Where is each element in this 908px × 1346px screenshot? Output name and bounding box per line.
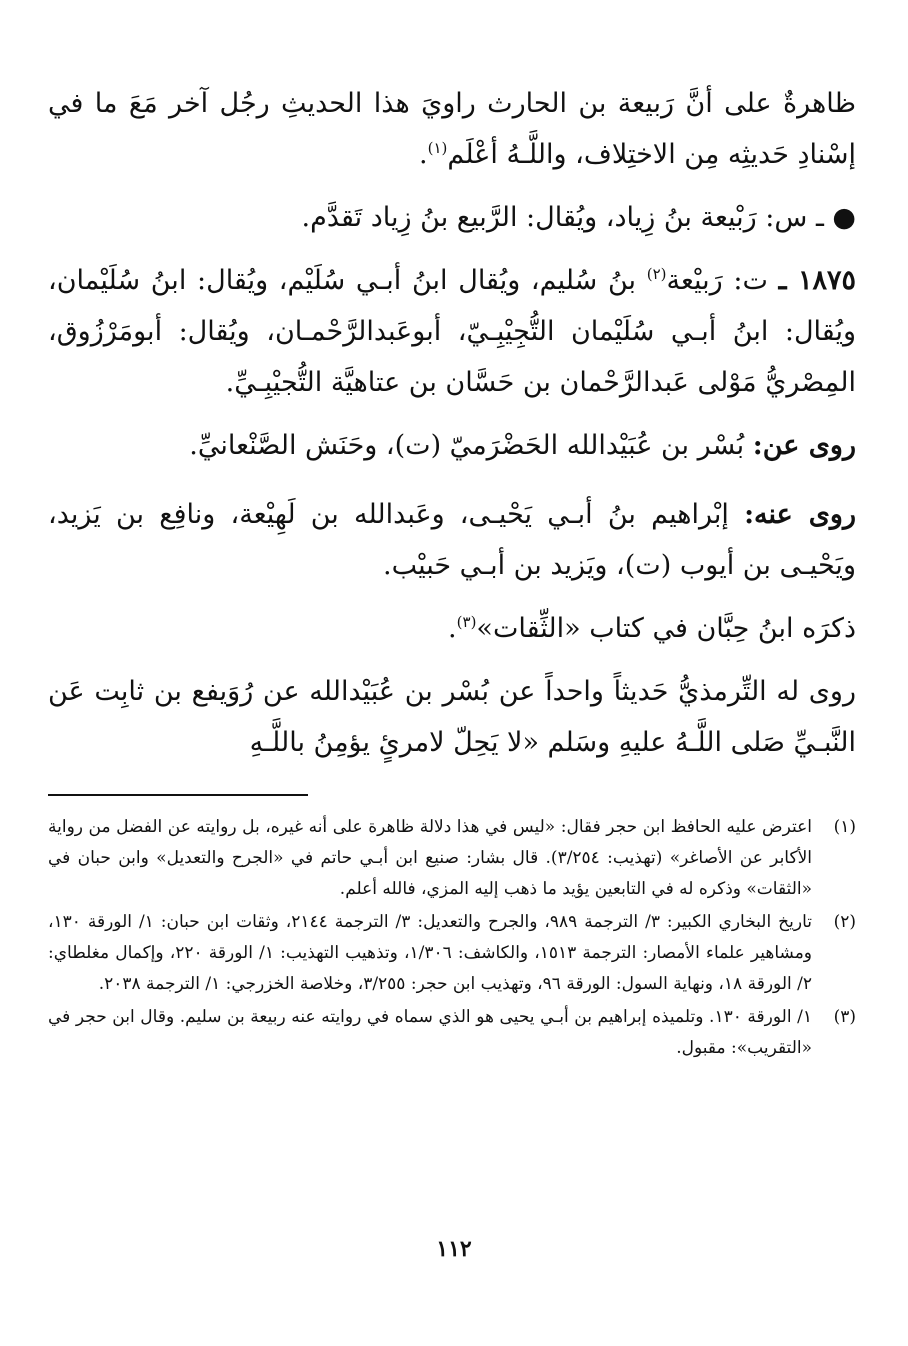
paragraph-cross-reference: ● ـ س: رَبْيعة بنُ زِياد، ويُقال: الرَّبيع بنُ زِياد تَقدَّم. — [301, 202, 856, 233]
entry-text: بنُ سُليم، ويُقال ابنُ أبـي سُلَيْم، ويُقال: ابنُ سُلَيْمان، ويُقال: ابنُ أبـي سُلَيْمان التُّجِيْبِـيّ، أبوعَبدالرَّحْمـان، ويُقال: أبومَرْزُوق، المِصْريُّ مَوْلى عَبدالرَّحْمان بن حَسَّان بن عتاهيَّة التُّجيْبِـيِّ. — [48, 265, 856, 398]
narrated-from-text: بُسْر بن عُبَيْدالله الحَضْرَميّ (ت)، وحَنَش الصَّنْعانيِّ. — [189, 430, 745, 461]
footnote-ref-2: (٢) — [646, 265, 667, 283]
footnote-number: (٢) — [833, 912, 856, 932]
narrated-from — [48, 420, 856, 471]
entry-prefix: ت: رَبيْعة — [666, 265, 768, 296]
narrated-by — [48, 489, 856, 591]
narration-paragraph: روى له التِّرمذيُّ حَديثاً واحداً عن بُسْر بن عُبَيْدالله عن رُوَيفع بن ثابِت عَن النَّبـيِّ صَلى اللَّـهُ عليهِ وسَلم «لا يَحِلّ لامرئٍ يؤمِنُ باللَّـهِ — [48, 676, 856, 758]
mention-text: ذكرَه ابنُ حِبَّان في كتاب «الثِّقات» — [476, 613, 856, 644]
footnote — [48, 1002, 856, 1064]
footnote — [48, 812, 856, 905]
paragraph-continuation: ظاهرةٌ على أنَّ رَبيعة بن الحارث راويَ هذا الحديثِ رجُل آخر مَعَ ما في إسْنادِ حَديثِه مِن الاختِلاف، واللَّـهُ أعْلَم$^{(١)}$. — [48, 88, 856, 170]
footnote-number: (١) — [833, 817, 856, 837]
page — [48, 78, 856, 1066]
footnotes — [48, 812, 856, 1064]
mention-paragraph: ذكرَه ابنُ حِبَّان في كتاب «الثِّقات»$^{(٣)}$. — [448, 613, 856, 644]
main-text — [48, 78, 856, 768]
footnote-text: ١/ الورقة ١٣٠. وتلميذه إبراهيم بن أبـي يحيى هو الذي سماه في روايته عنه ربيعة بن سليم. وقال ابن حجر في «التقريب»: مقبول. — [48, 1007, 813, 1058]
footnote-divider — [48, 794, 308, 796]
footnote-ref-3: (٣) — [456, 613, 477, 631]
narrated-from-label: روى عن: — [752, 430, 856, 461]
footnote — [48, 907, 856, 1000]
footnote-ref-1: (١) — [427, 139, 448, 157]
footnote-text: اعترض عليه الحافظ ابن حجر فقال: «ليس في هذا دلالة ظاهرة على أنه غيره، بل روايته عن الفضل من رواية الأكابر عن الأصاغر» (تهذيب: ٣/٢٥٤). قال بشار: صنيع ابن أبـي حاتم في «الجرح والتعديل» وابن حبان في «الثقات» وذكره له في التابعين يؤيد ما ذهب إليه المزي، فالله أعلم. — [48, 817, 812, 899]
narrated-by-label: روى عنه: — [744, 499, 856, 530]
paragraph-text: ظاهرةٌ على أنَّ رَبيعة بن الحارث راويَ هذا الحديثِ رجُل آخر مَعَ ما في إسْنادِ حَديثِه مِن الاختِلاف، واللَّـهُ أعْلَم — [48, 88, 856, 170]
footnote-text: تاريخ البخاري الكبير: ٣/ الترجمة ٩٨٩، والجرح والتعديل: ٣/ الترجمة ٢١٤٤، وثقات ابن حبان: ١/ الورقة ١٣٠، ومشاهير علماء الأمصار: الترجمة ١٥١٣، والكاشف: ١/٣٠٦، وتذهيب التهذيب: ١/ الورقة ٢٢٠، وإكمال مغلطاي: ٢/ الورقة ١٨، ونهاية السول: الورقة ٩٦، وتهذيب ابن حجر: ٣/٢٥٥، وخلاصة الخزرجي: ١/ الترجمة ٢٠٣٨. — [48, 912, 813, 994]
entry-header — [48, 255, 856, 408]
footnote-number: (٣) — [833, 1007, 856, 1027]
page-number: ١١٢ — [436, 1236, 472, 1262]
entry-number: ١٨٧٥ ـ — [778, 265, 856, 296]
narrated-by-text: إبْراهيم بنُ أبـي يَحْيـى، وعَبدالله بن لَهِيْعة، ونافِع بن يَزيد، ويَحْيـى بن أيوب (ت)، ويَزيد بن أبـي حَبيْب. — [48, 499, 856, 581]
